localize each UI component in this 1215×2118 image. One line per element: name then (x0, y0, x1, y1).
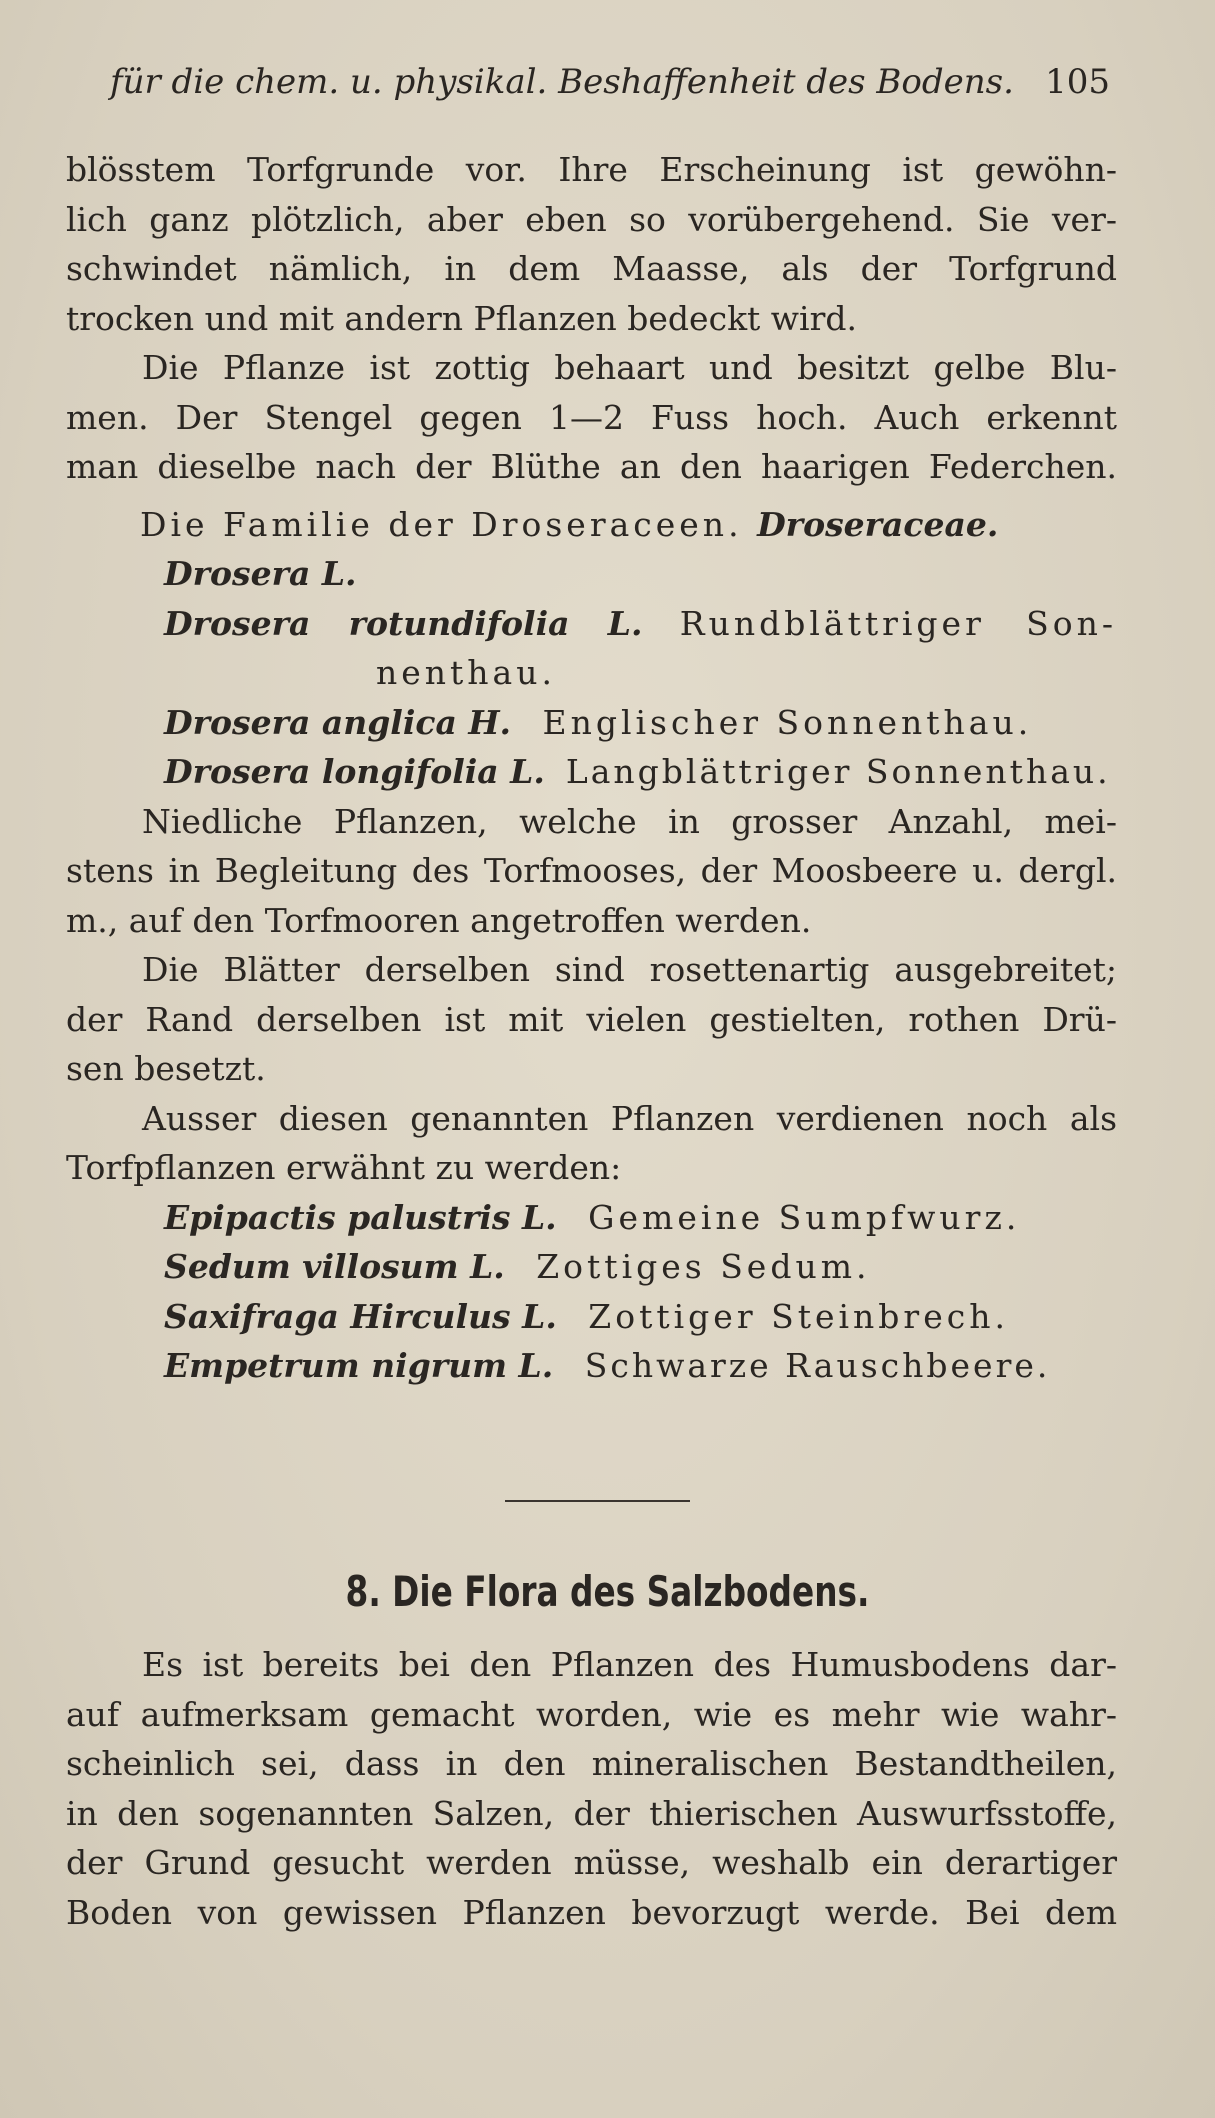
text-line: Torfpflanzen erwähnt zu werden: (66, 1148, 622, 1187)
text-line: lich ganz plötzlich, aber eben so vorübergehend. Sie ver- (66, 199, 1117, 239)
species-german-cont: nenthau. (376, 653, 556, 692)
text-line: Es ist bereits bei den Pflanzen des Humusbodens dar- (142, 1645, 1117, 1684)
family-german: Die Familie der Droseraceen. (140, 504, 743, 544)
species-latin: Saxifraga Hirculus L. (164, 1296, 557, 1336)
species-latin: Drosera anglica H. (164, 702, 511, 742)
main-text (66, 145, 1117, 1391)
text-line: Niedliche Pflanzen, welche in grosser Anzahl, mei- (142, 801, 1117, 841)
species-entry (66, 698, 1117, 748)
species-latin: Drosera rotundifolia L. (164, 603, 643, 643)
torf-species-entry (66, 1341, 1117, 1391)
species-entry (66, 747, 1117, 797)
species-latin: Drosera longifolia L. (164, 752, 545, 791)
text-line: schwindet nämlich, in dem Maasse, als der Torfgrund (66, 249, 1117, 288)
species-german: Rundblättriger Son- (679, 603, 1117, 643)
family-latin: Droseraceae. (757, 504, 999, 544)
text-line: trocken und mit andern Pflanzen bedeckt wird. (66, 298, 858, 338)
text-line: sen besetzt. (66, 1049, 266, 1088)
species-german: Zottiger Steinbrech. (588, 1296, 1009, 1336)
text-line: stens in Begleitung des Torfmooses, der Moosbeere u. dergl. (66, 851, 1117, 890)
text-line: der Grund gesucht werden müsse, weshalb ein derartiger (66, 1843, 1117, 1882)
text-line: Boden von gewissen Pflanzen bevorzugt werde. Bei dem (66, 1892, 1117, 1932)
text-line: man dieselbe nach der Blüthe an den haarigen Federchen. (66, 447, 1117, 486)
text-line: men. Der Stengel gegen 1—2 Fuss hoch. Auch erkennt (66, 397, 1117, 437)
section-divider (505, 1500, 690, 1502)
species-german: Schwarze Rauschbeere. (584, 1346, 1051, 1385)
text-line: in den sogenannten Salzen, der thierischen Auswurfsstoffe, (66, 1793, 1117, 1833)
species-latin: Epipactis palustris L. (164, 1197, 557, 1237)
genus-name: Drosera L. (164, 554, 357, 593)
species-german: Langblättriger Sonnenthau. (565, 752, 1111, 791)
text-line: Ausser diesen genannten Pflanzen verdienen noch als (142, 1098, 1117, 1138)
torf-species-entry (66, 1242, 1117, 1292)
text-line: auf aufmerksam gemacht worden, wie es mehr wie wahr- (66, 1694, 1117, 1734)
running-header (110, 62, 1110, 112)
running-title: für die chem. u. physikal. Beshaffenheit des Bodens. (110, 62, 1014, 102)
species-german: Gemeine Sumpfwurz. (588, 1197, 1021, 1237)
section-heading: 8. Die Flora des Salzbodens. (345, 1567, 870, 1616)
species-latin: Sedum villosum L. (164, 1247, 505, 1286)
text-line: der Rand derselben ist mit vielen gestielten, rothen Drü- (66, 999, 1117, 1039)
species-entry (66, 599, 1117, 649)
torf-species-entry (66, 1292, 1117, 1342)
text-line: blösstem Torfgrunde vor. Ihre Erscheinung ist gewöhn- (66, 150, 1117, 189)
species-german: Englischer Sonnenthau. (542, 702, 1033, 742)
species-latin: Empetrum nigrum L. (164, 1346, 554, 1385)
text-line: scheinlich sei, dass in den mineralischen Bestandtheilen, (66, 1744, 1117, 1783)
species-german: Zottiges Sedum. (536, 1247, 871, 1286)
text-line: m., auf den Torfmooren angetroffen werden. (66, 900, 812, 940)
text-line: Die Blätter derselben sind rosettenartig ausgebreitet; (142, 950, 1117, 989)
text-line: Die Pflanze ist zottig behaart und besitzt gelbe Blu- (142, 348, 1117, 387)
torf-species-entry (66, 1193, 1117, 1243)
page-number: 105 (1045, 62, 1110, 102)
section-text (66, 1640, 1117, 1937)
family-heading (66, 500, 1117, 550)
